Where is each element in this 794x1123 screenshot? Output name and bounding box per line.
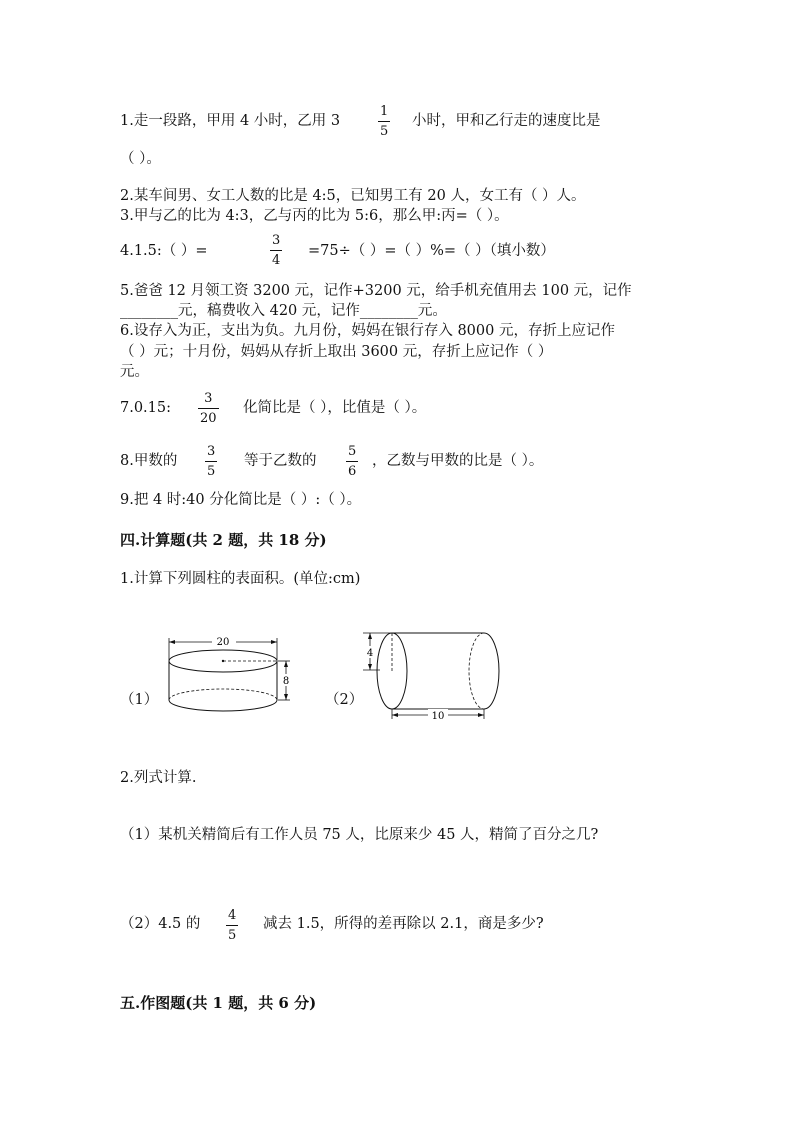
p2-2-fraction xyxy=(226,908,238,943)
q8-frac1-num: 3 xyxy=(207,444,216,459)
q1-text xyxy=(120,111,340,131)
q8-post: ，乙数与甲数的比是（ ）。 xyxy=(372,453,544,469)
fig2-length-label: 10 xyxy=(431,711,445,722)
q7-pre: 7.0.15: xyxy=(120,400,172,416)
q5-line2: ________元，稿费收入 420 元，记作________元。 xyxy=(120,303,447,319)
cylinder-figure-2 xyxy=(360,625,510,725)
q9-text: 9.把 4 时:40 分化简比是（ ）:（ ）。 xyxy=(120,492,362,508)
fig1-height-label: 8 xyxy=(282,676,290,687)
q4-frac-num: 3 xyxy=(272,233,281,248)
q4-pre: 4.1.5:（ ）= xyxy=(120,243,208,259)
q4-frac-den: 4 xyxy=(272,253,281,268)
q7-frac-num: 3 xyxy=(204,391,213,406)
fig2-label: （2） xyxy=(325,692,364,708)
q8-frac2-num: 5 xyxy=(348,444,357,459)
q1-frac-den: 5 xyxy=(380,124,389,139)
q3-text: 3.甲与乙的比为 4:3，乙与丙的比为 5:6，那么甲:丙=（ ）。 xyxy=(120,208,509,224)
fig1-width-label: 20 xyxy=(216,637,230,648)
fig2-radius-label: 4 xyxy=(366,648,374,659)
q6-line1: 6.设存入为正，支出为负。九月份，妈妈在银行存入 8000 元，存折上应记作 xyxy=(120,323,615,339)
q7-post: 化简比是（ ），比值是（ ）。 xyxy=(243,400,427,416)
q6-line3: 元。 xyxy=(120,364,149,380)
q7-fraction xyxy=(198,391,219,426)
q8-frac1-den: 5 xyxy=(207,464,216,479)
p2-2-frac-num: 4 xyxy=(228,908,237,923)
p2-2-frac-den: 5 xyxy=(228,928,237,943)
q8-fraction-2 xyxy=(346,444,358,479)
q1-fraction xyxy=(378,104,390,139)
section4-p2-1: （1）某机关精简后有工作人员 75 人，比原来少 45 人，精简了百分之几? xyxy=(120,827,599,843)
section5-title: 五.作图题(共 1 题，共 6 分) xyxy=(120,994,317,1012)
q8-fraction-1 xyxy=(205,444,217,479)
fig1-label: （1） xyxy=(120,692,159,708)
q8-frac2-den: 6 xyxy=(348,464,357,479)
q1-blank: （ ）。 xyxy=(120,151,161,167)
q6-line2: （ ）元；十月份，妈妈从存折上取出 3600 元，存折上应记作（ ） xyxy=(120,344,553,360)
section4-p2-2-post: 减去 1.5，所得的差再除以 2.1，商是多少? xyxy=(263,916,544,932)
q4-fraction xyxy=(270,233,282,268)
q7-frac-den: 20 xyxy=(200,411,217,426)
cylinder-figure-1 xyxy=(160,620,300,720)
q1-post: 小时，甲和乙行走的速度比是 xyxy=(412,113,601,129)
section4-p1: 1.计算下列圆柱的表面积。(单位:cm) xyxy=(120,571,361,587)
section4-title: 四.计算题(共 2 题，共 18 分) xyxy=(120,531,327,549)
section4-p2-2-pre: （2）4.5 的 xyxy=(120,916,201,932)
q8-pre: 8.甲数的 xyxy=(120,453,178,469)
q1-frac-num: 1 xyxy=(380,104,389,119)
q5-line1: 5.爸爸 12 月领工资 3200 元，记作+3200 元，给手机充值用去 100 元，记作 xyxy=(120,283,632,299)
q4-post: =75÷（ ）=（ ）%=（ ）（填小数） xyxy=(308,243,555,259)
section4-p2: 2.列式计算. xyxy=(120,770,197,786)
q2-text: 2.某车间男、女工人数的比是 4:5，已知男工有 20 人，女工有（ ）人。 xyxy=(120,188,586,204)
q8-mid: 等于乙数的 xyxy=(244,453,317,469)
q1-pre: 1.走一段路，甲用 4 小时，乙用 3 xyxy=(120,113,341,129)
